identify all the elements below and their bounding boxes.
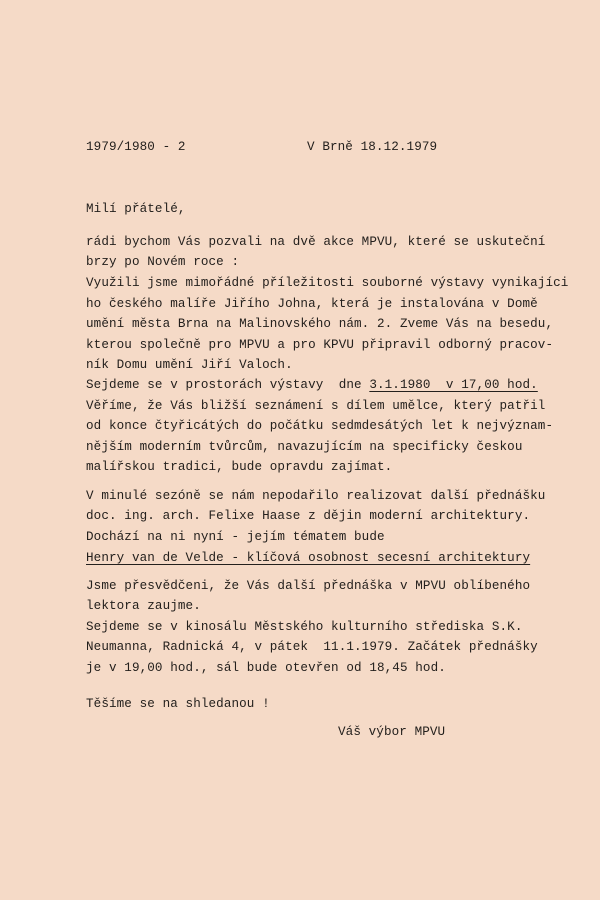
text-line: nějším moderním tvůrcům, navazujícím na specificky českou bbox=[86, 440, 523, 454]
text-line: malířskou tradici, bude opravdu zajímat. bbox=[86, 460, 393, 474]
meeting-line bbox=[86, 379, 538, 392]
text-line: umění města Brna na Malinovského nám. 2. Zveme Vás na besedu, bbox=[86, 317, 554, 331]
text-line: brzy po Novém roce : bbox=[86, 255, 240, 269]
text-line: ník Domu umění Jiří Valoch. bbox=[86, 358, 293, 372]
meeting-date-time: 3.1.1980 v 17,00 hod. bbox=[369, 378, 538, 392]
text-line: Využili jsme mimořádné příležitosti souborné výstavy vynikajíci bbox=[86, 276, 569, 290]
text-line: rádi bychom Vás pozvali na dvě akce MPVU, které se uskuteční bbox=[86, 235, 546, 249]
meeting-prefix: Sejdeme se v prostorách výstavy dne bbox=[86, 378, 370, 392]
lecture-title: Henry van de Velde - klíčová osobnost secesní architektury bbox=[86, 551, 531, 565]
text-line: V minulé sezóně se nám nepodařilo realizovat další přednášku bbox=[86, 489, 546, 503]
place-date: V Brně 18.12.1979 bbox=[307, 140, 438, 154]
salutation: Milí přátelé, bbox=[86, 202, 186, 216]
signature: Váš výbor MPVU bbox=[338, 725, 446, 739]
text-line: od konce čtyřicátých do počátku sedmdesátých let k nejvýznam- bbox=[86, 419, 554, 433]
text-line: kterou společně pro MPVU a pro KPVU připravil odborný pracov- bbox=[86, 338, 554, 352]
text-line: Jsme přesvědčeni, že Vás další přednáška v MPVU oblíbeného bbox=[86, 579, 531, 593]
text-line: lektora zaujme. bbox=[86, 599, 201, 613]
text-line: je v 19,00 hod., sál bude otevřen od 18,45 hod. bbox=[86, 661, 446, 675]
text-line: doc. ing. arch. Felixe Haase z dějin moderní architektury. bbox=[86, 509, 531, 523]
text-line: Neumanna, Radnická 4, v pátek 11.1.1979. Začátek přednášky bbox=[86, 640, 538, 654]
reference-number: 1979/1980 - 2 bbox=[86, 140, 186, 154]
text-line: Sejdeme se v kinosálu Městského kulturního střediska S.K. bbox=[86, 620, 523, 634]
closing: Těšíme se na shledanou ! bbox=[86, 697, 270, 711]
text-line: Dochází na ni nyní - jejím tématem bude bbox=[86, 530, 385, 544]
text-line: Věříme, že Vás bližší seznámení s dílem umělce, který patřil bbox=[86, 399, 546, 413]
text-line: ho českého malíře Jiřího Johna, která je instalována v Domě bbox=[86, 297, 538, 311]
